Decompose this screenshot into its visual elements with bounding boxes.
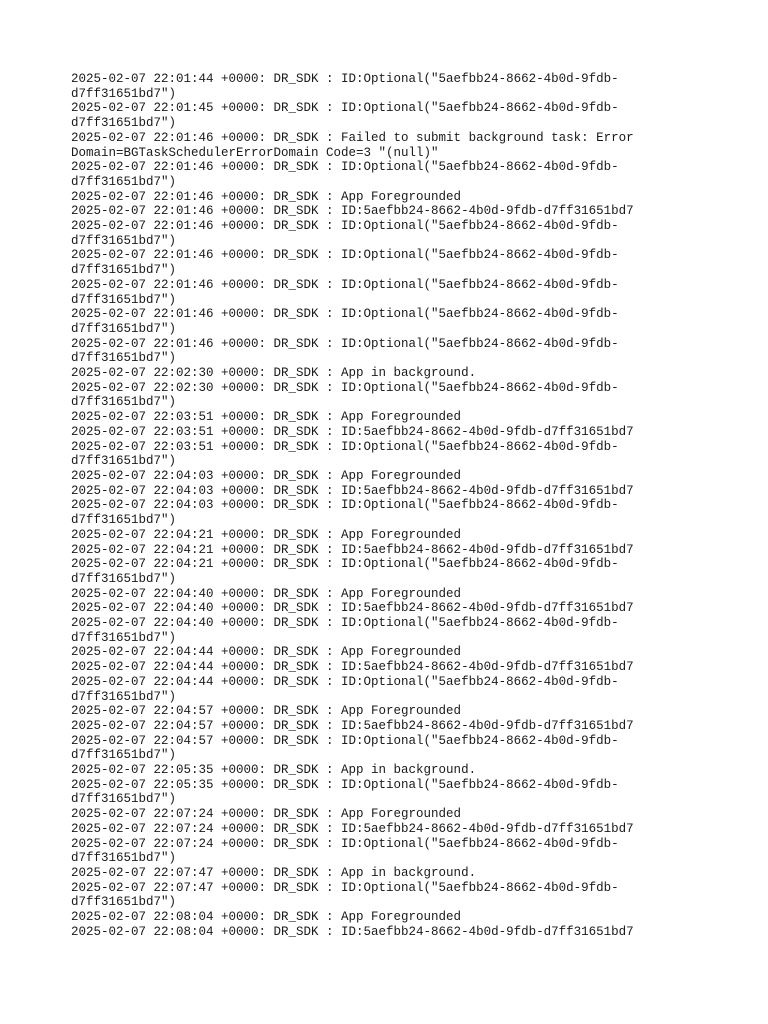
log-line: 2025-02-07 22:01:46 +0000: DR_SDK : ID:Optional("5aefbb24-8662-4b0d-9fdb-d7ff31651bd7") bbox=[71, 277, 619, 307]
log-line: 2025-02-07 22:02:30 +0000: DR_SDK : ID:Optional("5aefbb24-8662-4b0d-9fdb-d7ff31651bd7") bbox=[71, 380, 619, 410]
log-line: 2025-02-07 22:04:40 +0000: DR_SDK : ID:5aefbb24-8662-4b0d-9fdb-d7ff31651bd7 bbox=[71, 601, 634, 616]
log-line: 2025-02-07 22:05:35 +0000: DR_SDK : App in background. bbox=[71, 763, 477, 778]
log-line: 2025-02-07 22:01:46 +0000: DR_SDK : ID:5aefbb24-8662-4b0d-9fdb-d7ff31651bd7 bbox=[71, 204, 634, 219]
log-line: 2025-02-07 22:01:46 +0000: DR_SDK : ID:Optional("5aefbb24-8662-4b0d-9fdb-d7ff31651bd7") bbox=[71, 248, 619, 278]
log-line: 2025-02-07 22:04:44 +0000: DR_SDK : App Foregrounded bbox=[71, 645, 462, 660]
log-line: 2025-02-07 22:04:44 +0000: DR_SDK : ID:Optional("5aefbb24-8662-4b0d-9fdb-d7ff31651bd7") bbox=[71, 674, 619, 704]
log-line: 2025-02-07 22:04:21 +0000: DR_SDK : ID:5aefbb24-8662-4b0d-9fdb-d7ff31651bd7 bbox=[71, 542, 634, 557]
log-line: 2025-02-07 22:08:04 +0000: DR_SDK : ID:5aefbb24-8662-4b0d-9fdb-d7ff31651bd7 bbox=[71, 924, 634, 939]
log-line: 2025-02-07 22:04:03 +0000: DR_SDK : ID:Optional("5aefbb24-8662-4b0d-9fdb-d7ff31651bd7") bbox=[71, 498, 619, 528]
log-line: 2025-02-07 22:01:45 +0000: DR_SDK : ID:Optional("5aefbb24-8662-4b0d-9fdb-d7ff31651bd7") bbox=[71, 101, 619, 131]
log-line: 2025-02-07 22:05:35 +0000: DR_SDK : ID:Optional("5aefbb24-8662-4b0d-9fdb-d7ff31651bd7") bbox=[71, 777, 619, 807]
log-line: 2025-02-07 22:04:40 +0000: DR_SDK : App Foregrounded bbox=[71, 586, 462, 601]
log-line: 2025-02-07 22:04:57 +0000: DR_SDK : ID:Optional("5aefbb24-8662-4b0d-9fdb-d7ff31651bd7") bbox=[71, 733, 619, 763]
log-line: 2025-02-07 22:07:47 +0000: DR_SDK : App in background. bbox=[71, 865, 477, 880]
log-line: 2025-02-07 22:03:51 +0000: DR_SDK : ID:5aefbb24-8662-4b0d-9fdb-d7ff31651bd7 bbox=[71, 424, 634, 439]
log-line: 2025-02-07 22:04:03 +0000: DR_SDK : App Foregrounded bbox=[71, 468, 462, 483]
log-line: 2025-02-07 22:01:46 +0000: DR_SDK : ID:Optional("5aefbb24-8662-4b0d-9fdb-d7ff31651bd7") bbox=[71, 160, 619, 189]
log-line: 2025-02-07 22:01:46 +0000: DR_SDK : App Foregrounded bbox=[71, 189, 462, 204]
log-line: 2025-02-07 22:04:44 +0000: DR_SDK : ID:5aefbb24-8662-4b0d-9fdb-d7ff31651bd7 bbox=[71, 660, 634, 675]
log-line: 2025-02-07 22:03:51 +0000: DR_SDK : App Foregrounded bbox=[71, 410, 462, 425]
log-line: 2025-02-07 22:04:03 +0000: DR_SDK : ID:5aefbb24-8662-4b0d-9fdb-d7ff31651bd7 bbox=[71, 483, 634, 498]
log-line: 2025-02-07 22:07:24 +0000: DR_SDK : App Foregrounded bbox=[71, 807, 462, 822]
log-line: 2025-02-07 22:04:57 +0000: DR_SDK : App Foregrounded bbox=[71, 704, 462, 719]
log-line: 2025-02-07 22:01:44 +0000: DR_SDK : ID:Optional("5aefbb24-8662-4b0d-9fdb-d7ff31651bd7") bbox=[71, 72, 619, 101]
log-line: 2025-02-07 22:07:47 +0000: DR_SDK : ID:Optional("5aefbb24-8662-4b0d-9fdb-d7ff31651bd7") bbox=[71, 880, 619, 910]
log-line: 2025-02-07 22:03:51 +0000: DR_SDK : ID:Optional("5aefbb24-8662-4b0d-9fdb-d7ff31651bd7") bbox=[71, 439, 619, 469]
log-line: 2025-02-07 22:01:46 +0000: DR_SDK : ID:Optional("5aefbb24-8662-4b0d-9fdb-d7ff31651bd7") bbox=[71, 307, 619, 336]
log-line: 2025-02-07 22:01:46 +0000: DR_SDK : Failed to submit background task: Error Domain=BGTaskSchedulerErrorDomain Code=3 "(null)" bbox=[71, 130, 642, 160]
log-line: 2025-02-07 22:04:21 +0000: DR_SDK : App Foregrounded bbox=[71, 527, 462, 542]
log-line: 2025-02-07 22:07:24 +0000: DR_SDK : ID:Optional("5aefbb24-8662-4b0d-9fdb-d7ff31651bd7") bbox=[71, 836, 619, 866]
log-line: 2025-02-07 22:04:40 +0000: DR_SDK : ID:Optional("5aefbb24-8662-4b0d-9fdb-d7ff31651bd7") bbox=[71, 616, 619, 645]
log-line: 2025-02-07 22:08:04 +0000: DR_SDK : App Foregrounded bbox=[71, 910, 462, 925]
log-text-block bbox=[71, 72, 651, 939]
log-line: 2025-02-07 22:01:46 +0000: DR_SDK : ID:Optional("5aefbb24-8662-4b0d-9fdb-d7ff31651bd7") bbox=[71, 336, 619, 366]
log-line: 2025-02-07 22:02:30 +0000: DR_SDK : App in background. bbox=[71, 366, 477, 381]
log-line: 2025-02-07 22:01:46 +0000: DR_SDK : ID:Optional("5aefbb24-8662-4b0d-9fdb-d7ff31651bd7") bbox=[71, 219, 619, 248]
log-line: 2025-02-07 22:07:24 +0000: DR_SDK : ID:5aefbb24-8662-4b0d-9fdb-d7ff31651bd7 bbox=[71, 821, 634, 836]
log-line: 2025-02-07 22:04:57 +0000: DR_SDK : ID:5aefbb24-8662-4b0d-9fdb-d7ff31651bd7 bbox=[71, 718, 634, 733]
log-line: 2025-02-07 22:04:21 +0000: DR_SDK : ID:Optional("5aefbb24-8662-4b0d-9fdb-d7ff31651bd7") bbox=[71, 557, 619, 586]
